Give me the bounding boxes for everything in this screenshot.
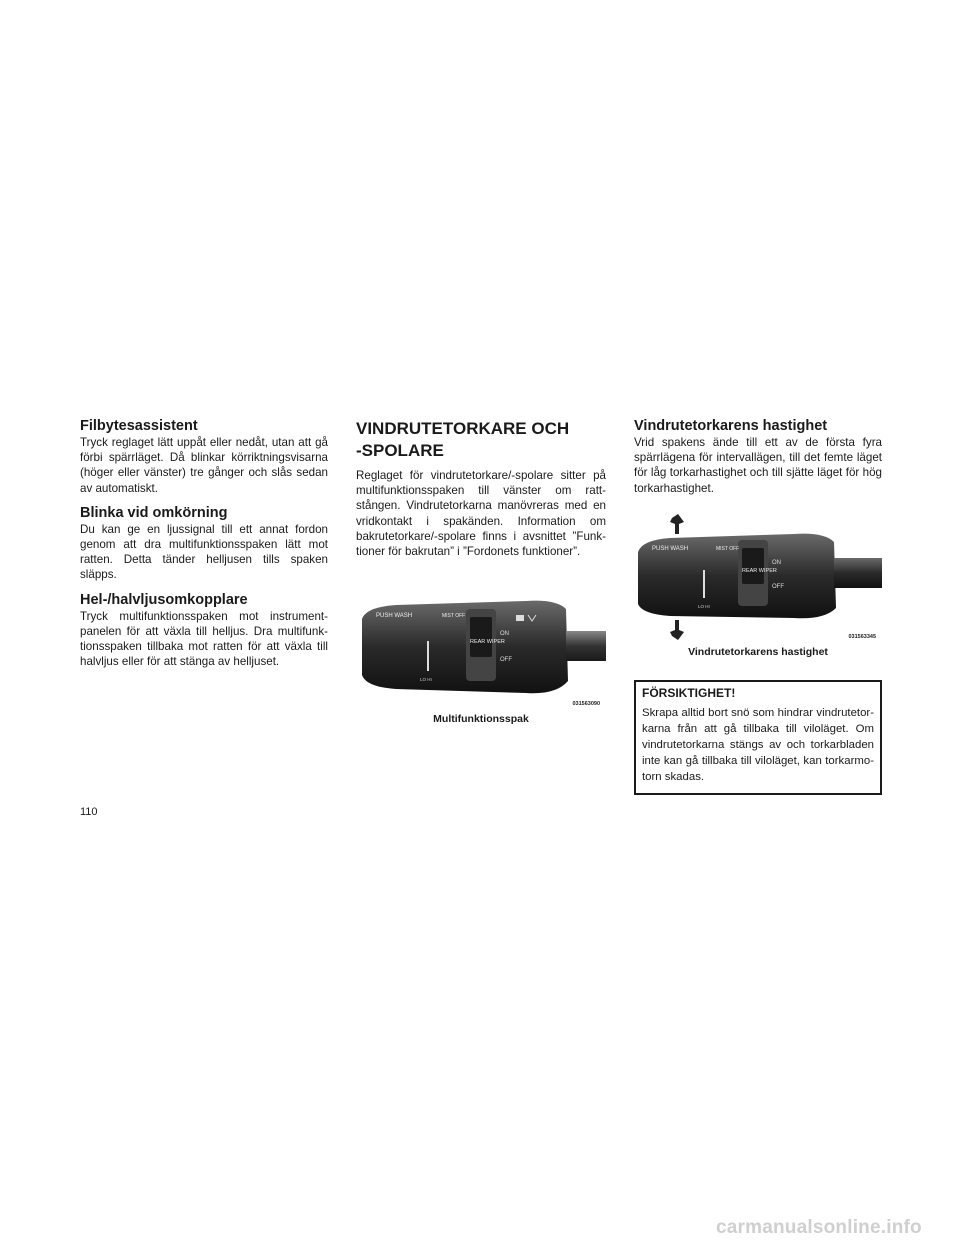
paragraph-blinka: Du kan ge en ljussignal till ett annat fordon genom att dra multifunktionsspaken lätt mot ratten. Detta tänder helljusen tills spaken släpps. [80,522,328,582]
figure-code-2: 031563345 [848,633,876,640]
label-rear-wiper: REAR WIPER [470,639,505,646]
heading-line-1: VINDRUTETORKARE OCH [356,419,570,438]
label-mist-off: MIST OFF [442,613,466,620]
wiper-speed-illustration [634,512,882,644]
figure-caption-torkarhastighet: Vindrutetorkarens hastighet [688,645,828,658]
label-push-wash-2: PUSH WASH [652,545,689,552]
paragraph-filbytesassistent: Tryck reglaget lätt uppåt eller nedåt, utan att gå förbi spärrläget. Då blinkar körriktningsvisarna (höger eller vänster) tre gånger och slås sedan av automatiskt. [80,436,328,495]
paragraph-vindrutetorkare: Reglaget för vindrutetorkare/-spolare sitter på multifunktionsspaken till vänster om ratt-stången. Vindrutetorkarna manövreras med en vridkontakt i spakänden. Information om bakrutetorkare/-spolare finns i avsnittet ”Funk-tioner för bakrutan” i ”Fordonets funktioner”. [356,469,606,559]
caution-text: Skrapa alltid bort snö som hindrar vindrutetor-karna från att gå tillbaka till viloläget. Om vindrutetorkarna stängs av och torkarbladen inte kan gå tillbaka till viloläget, kan torkarmo-torn skadas. [642,706,874,783]
lever-illustration [356,581,606,711]
label-mist-off-2: MIST OFF [716,545,740,552]
rotate-down-arrow-icon [670,620,684,640]
heading-blinka: Blinka vid omkörning [80,504,228,521]
paragraph-helhalvljus: Tryck multifunktionsspaken mot instrument-panelen för att växla till helljus. Dra multifunk-tionsspaken tillbaka mot ratten för att växla till halvljus eller för att stänga av helljuset. [80,609,328,669]
label-push-wash: PUSH WASH [376,613,413,620]
heading-vindrutetorkare [356,418,606,462]
column-right [634,418,882,795]
caution-box [634,680,882,795]
figure-code: 031563090 [572,701,600,708]
paragraph-torkarhastighet: Vrid spakens ände till ett av de första fyra spärrlägena för intervallägen, till det femte läget för låg torkarhastighet och till sjätte läget för hög torkarhastighet. [634,436,882,495]
page-number: 110 [80,806,98,818]
figure-caption-multifunktionsspak: Multifunktionsspak [433,713,529,726]
heading-line-2: -SPOLARE [356,441,444,460]
figure-wiper-speed [634,512,882,644]
watermark: carmanualsonline.info [716,1217,922,1238]
label-off-2: OFF [772,583,784,590]
label-on-2: ON [772,559,781,566]
column-middle [356,418,606,725]
figure-multifunction-lever [356,581,606,711]
rotate-up-arrow-icon [670,514,684,534]
label-hi-lo-2: LO HI [698,603,710,609]
headlight-icon [516,615,524,621]
label-off: OFF [500,657,512,664]
label-hi-lo: LO HI [420,677,432,683]
heading-torkarhastighet: Vindrutetorkarens hastighet [634,418,828,434]
label-on: ON [500,631,509,638]
label-rear-wiper-2: REAR WIPER [742,567,777,574]
heading-filbytesassistent: Filbytesassistent [80,418,198,434]
caution-title: FÖRSIKTIGHET! [642,685,736,700]
column-left [80,418,328,669]
heading-helhalvljus: Hel-/halvljusomkopplare [80,591,248,608]
